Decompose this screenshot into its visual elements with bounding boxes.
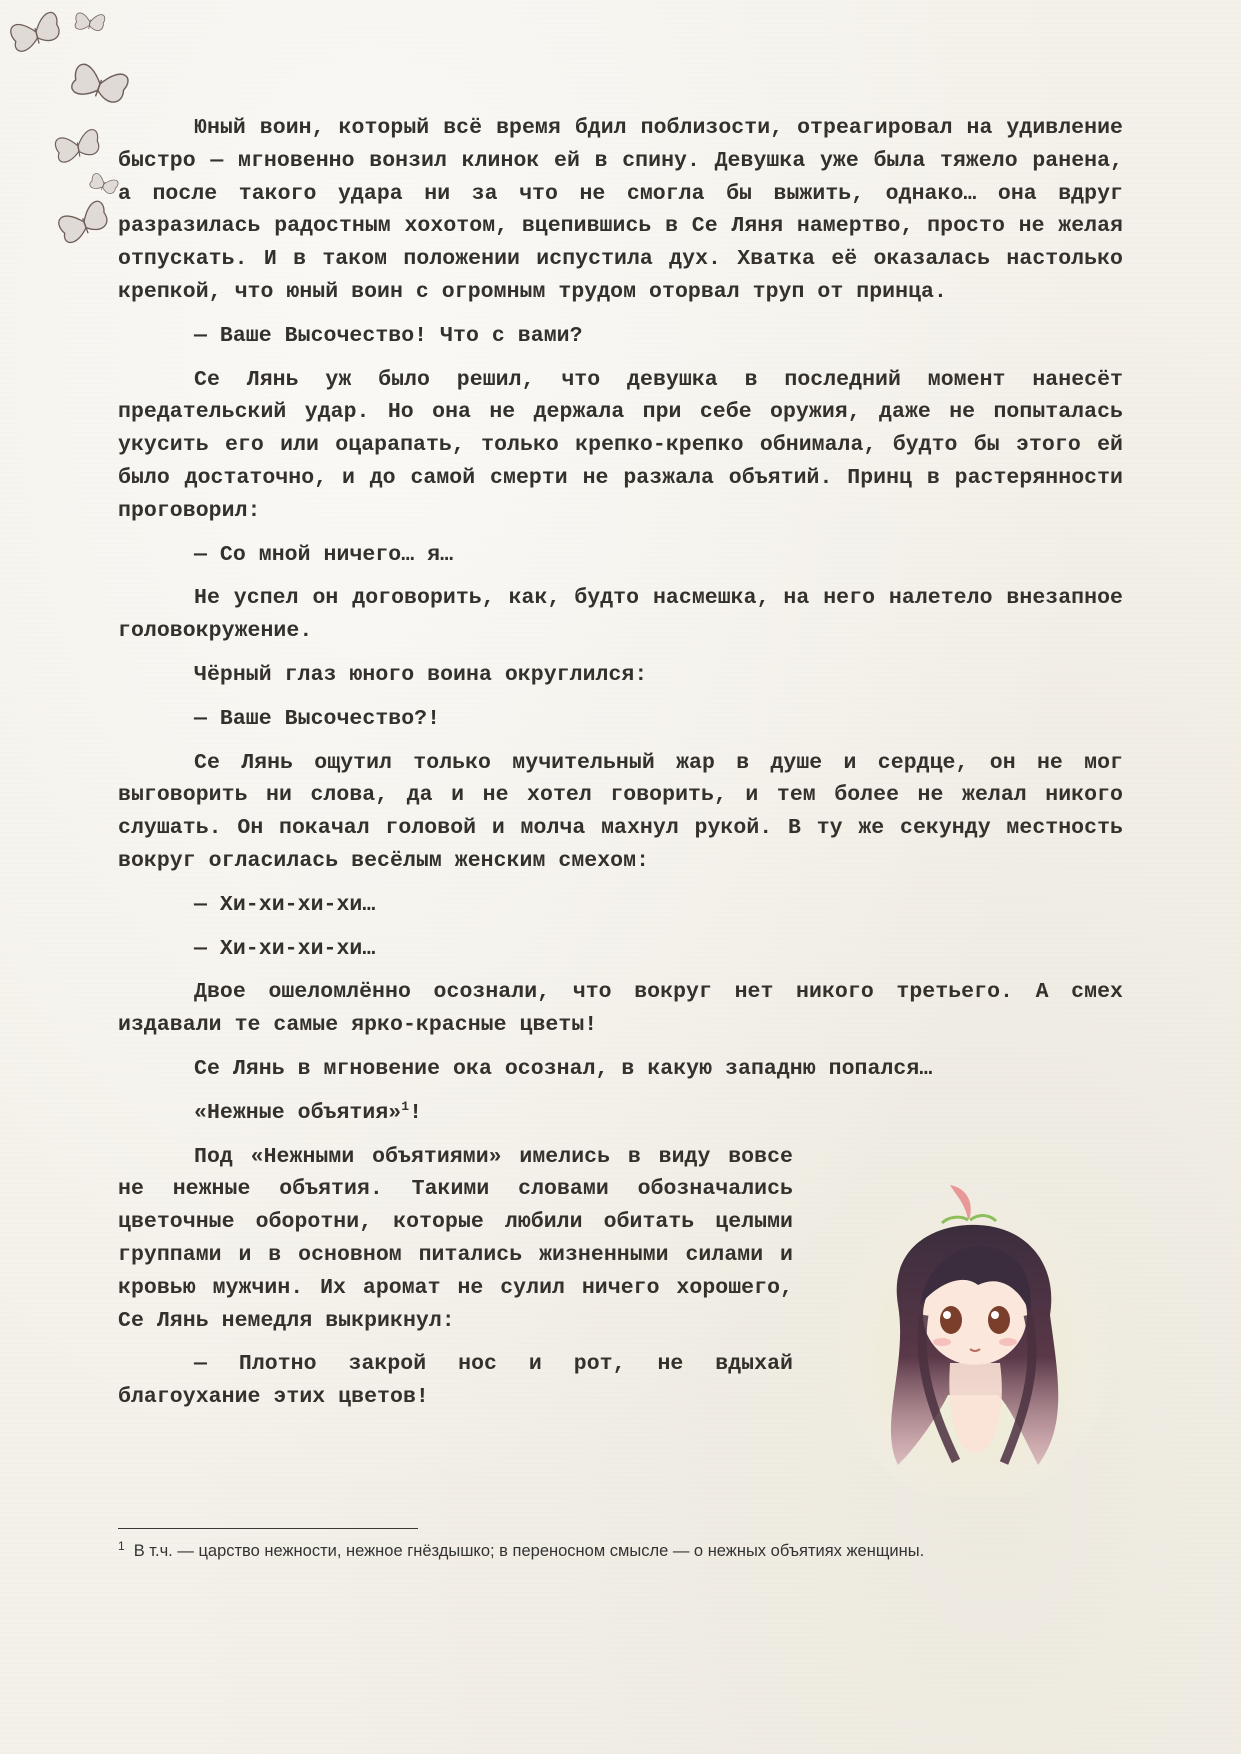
title-phrase-trailing: ! <box>409 1100 423 1125</box>
paragraph: Не успел он договорить, как, будто насмешка, на него налетело внезапное головокружение. <box>118 586 1123 644</box>
title-phrase: «Нежные объятия» <box>194 1100 402 1125</box>
paragraph: — Ваше Высочество?! <box>194 706 441 731</box>
paragraph: Се Лянь ощутил только мучительный жар в душе и сердце, он не мог выговорить ни слова, да и не хотел говорить, и тем более не желал никого слушать. Он покачал головой и молча махнул рукой. В ту же секунду местность вокруг огласилась весёлым женским смехом: <box>118 750 1123 873</box>
paragraph: Под «Нежными объятиями» имелись в виду вовсе не нежные объятия. Такими словами обозначались цветочные оборотни, которые любили обитать целыми группами и в основном питались жизненными силами и кровью мужчин. Их аромат не сулил ничего хорошего, Се Лянь немедля выкрикнул: <box>118 1144 793 1333</box>
paragraph: Чёрный глаз юного воина округлился: <box>194 662 648 687</box>
paragraph: Юный воин, который всё время бдил поблизости, отреагировал на удивление быстро — мгновенно вонзил клинок ей в спину. Девушка уже была тяжело ранена, а после такого удара ни за что не смогла бы выжить, однако… она вдруг разразилась радостным хохотом, вцепившись в Се Ляня намертво, просто не желая отпускать. И в таком положении испустила дух. Хватка её оказалась настолько крепкой, что юный воин с огромным трудом оторвал труп от принца. <box>118 116 1123 304</box>
title-phrase-paragraph <box>118 1097 1123 1130</box>
paragraph: — Хи-хи-хи-хи… <box>194 892 376 917</box>
footnote-mark: 1 <box>118 1538 125 1553</box>
footnote <box>118 1540 1118 1562</box>
chibi-girl-illustration <box>838 1165 1108 1495</box>
footnote-reference[interactable]: 1 <box>401 1098 410 1114</box>
paragraph: Се Лянь в мгновение ока осознал, в какую западню попался… <box>194 1056 933 1081</box>
paragraph: — Со мной ничего… я… <box>194 542 454 567</box>
paragraph: Се Лянь уж было решил, что девушка в последний момент нанесёт предательский удар. Но она не держала при себе оружия, даже не попыталась укусить его или оцарапать, только крепко-крепко обнимала, будто бы этого ей было достаточно, и до самой смерти не разжала объятий. Принц в растерянности проговорил: <box>118 367 1123 523</box>
footnote-divider <box>118 1528 418 1529</box>
paragraph: — Ваше Высочество! Что с вами? <box>194 323 583 348</box>
paragraph: — Хи-хи-хи-хи… <box>194 936 376 961</box>
footnote-text: В т.ч. — царство нежности, нежное гнёздышко; в переносном смысле — о нежных объятиях женщины. <box>133 1542 925 1560</box>
paragraph: Двое ошеломлённо осознали, что вокруг нет никого третьего. А смех издавали те самые ярко-красные цветы! <box>118 980 1123 1038</box>
paragraph: — Плотно закрой нос и рот, не вдыхай благоухание этих цветов! <box>118 1352 793 1410</box>
